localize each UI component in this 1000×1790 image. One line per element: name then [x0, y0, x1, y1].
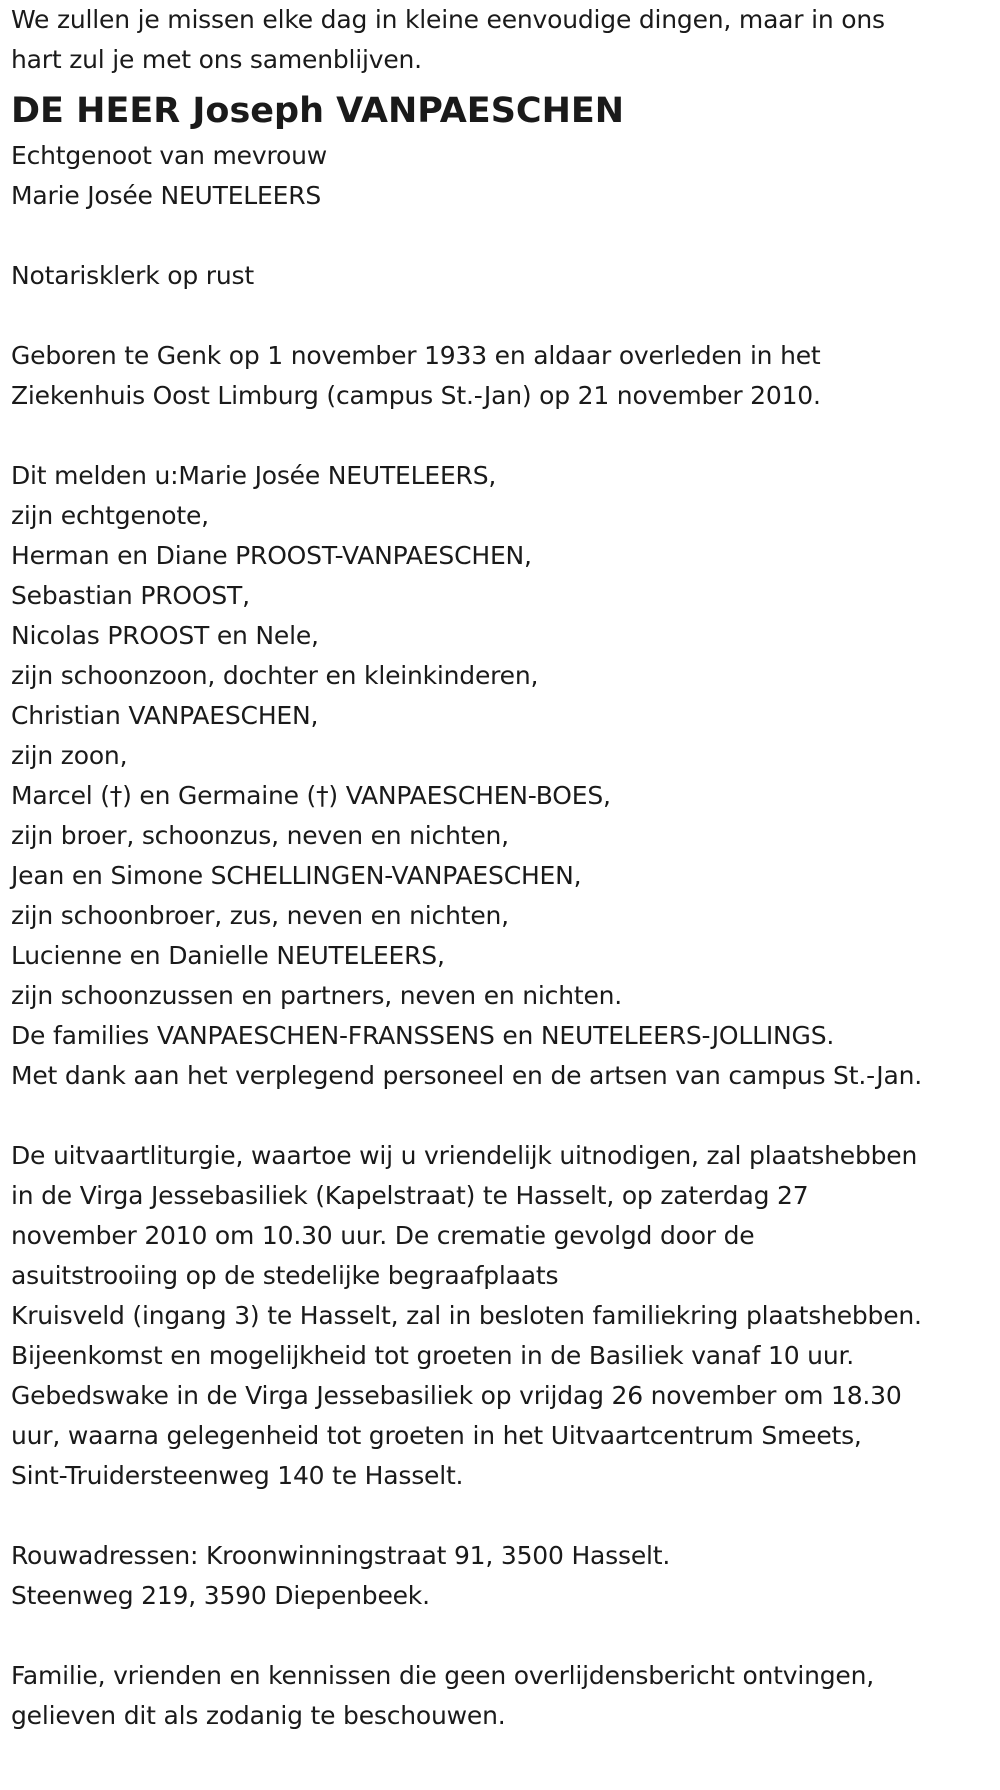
text-line: Christian VANPAESCHEN,	[11, 701, 319, 730]
funeral-info	[11, 1136, 996, 1496]
text-line: Geboren te Genk op 1 november 1933 en aldaar overleden in het	[11, 341, 821, 370]
text-line: Marie Josée NEUTELEERS	[11, 181, 322, 210]
spouse-info	[11, 136, 996, 216]
opening-quote	[11, 0, 996, 80]
announcers-list	[11, 456, 996, 1096]
text-line: gelieven dit als zodanig te beschouwen.	[11, 1701, 506, 1730]
text-line: hart zul je met ons samenblijven.	[11, 45, 422, 74]
text-line: Echtgenoot van mevrouw	[11, 141, 327, 170]
text-line: zijn echtgenote,	[11, 501, 209, 530]
text-line: Bijeenkomst en mogelijkheid tot groeten in de Basiliek vanaf 10 uur.	[11, 1341, 855, 1370]
text-line: zijn broer, schoonzus, neven en nichten,	[11, 821, 509, 850]
mourning-addresses	[11, 1536, 996, 1616]
text-line: De uitvaartliturgie, waartoe wij u vriendelijk uitnodigen, zal plaatshebben	[11, 1141, 918, 1170]
text-line: Sebastian PROOST,	[11, 581, 250, 610]
text-line: Ziekenhuis Oost Limburg (campus St.-Jan) op 21 november 2010.	[11, 381, 821, 410]
text-line: We zullen je missen elke dag in kleine eenvoudige dingen, maar in ons	[11, 5, 885, 34]
text-line: De families VANPAESCHEN-FRANSSENS en NEUTELEERS-JOLLINGS.	[11, 1021, 835, 1050]
text-line: Dit melden u:Marie Josée NEUTELEERS,	[11, 461, 497, 490]
text-line: Sint-Truidersteenweg 140 te Hasselt.	[11, 1461, 464, 1490]
text-line: Familie, vrienden en kennissen die geen overlijdensbericht ontvingen,	[11, 1661, 875, 1690]
profession: Notarisklerk op rust	[11, 261, 254, 290]
text-line: Kruisveld (ingang 3) te Hasselt, zal in besloten familiekring plaatshebben.	[11, 1301, 922, 1330]
text-line: Rouwadressen: Kroonwinningstraat 91, 3500 Hasselt.	[11, 1541, 671, 1570]
text-line: Gebedswake in de Virga Jessebasiliek op vrijdag 26 november om 18.30	[11, 1381, 902, 1410]
text-line: Lucienne en Danielle NEUTELEERS,	[11, 941, 445, 970]
text-line: Steenweg 219, 3590 Diepenbeek.	[11, 1581, 430, 1610]
closing-note	[11, 1656, 996, 1736]
text-line: november 2010 om 10.30 uur. De crematie gevolgd door de	[11, 1221, 755, 1250]
text-line: Met dank aan het verplegend personeel en de artsen van campus St.-Jan.	[11, 1061, 922, 1090]
birth-death-info	[11, 336, 996, 416]
text-line: asuitstrooiing op de stedelijke begraafplaats	[11, 1261, 559, 1290]
text-line: Herman en Diane PROOST-VANPAESCHEN,	[11, 541, 532, 570]
text-line: zijn schoonzussen en partners, neven en nichten.	[11, 981, 623, 1010]
text-line: Nicolas PROOST en Nele,	[11, 621, 319, 650]
text-line: in de Virga Jessebasiliek (Kapelstraat) te Hasselt, op zaterdag 27	[11, 1181, 809, 1210]
obituary-document	[11, 0, 996, 1736]
text-line: Marcel (†) en Germaine (†) VANPAESCHEN-BOES,	[11, 781, 611, 810]
text-line: zijn schoonzoon, dochter en kleinkinderen,	[11, 661, 539, 690]
text-line: zijn schoonbroer, zus, neven en nichten,	[11, 901, 509, 930]
deceased-name-heading: DE HEER Joseph VANPAESCHEN	[11, 91, 625, 131]
text-line: zijn zoon,	[11, 741, 128, 770]
text-line: uur, waarna gelegenheid tot groeten in het Uitvaartcentrum Smeets,	[11, 1421, 862, 1450]
text-line: Jean en Simone SCHELLINGEN-VANPAESCHEN,	[11, 861, 582, 890]
